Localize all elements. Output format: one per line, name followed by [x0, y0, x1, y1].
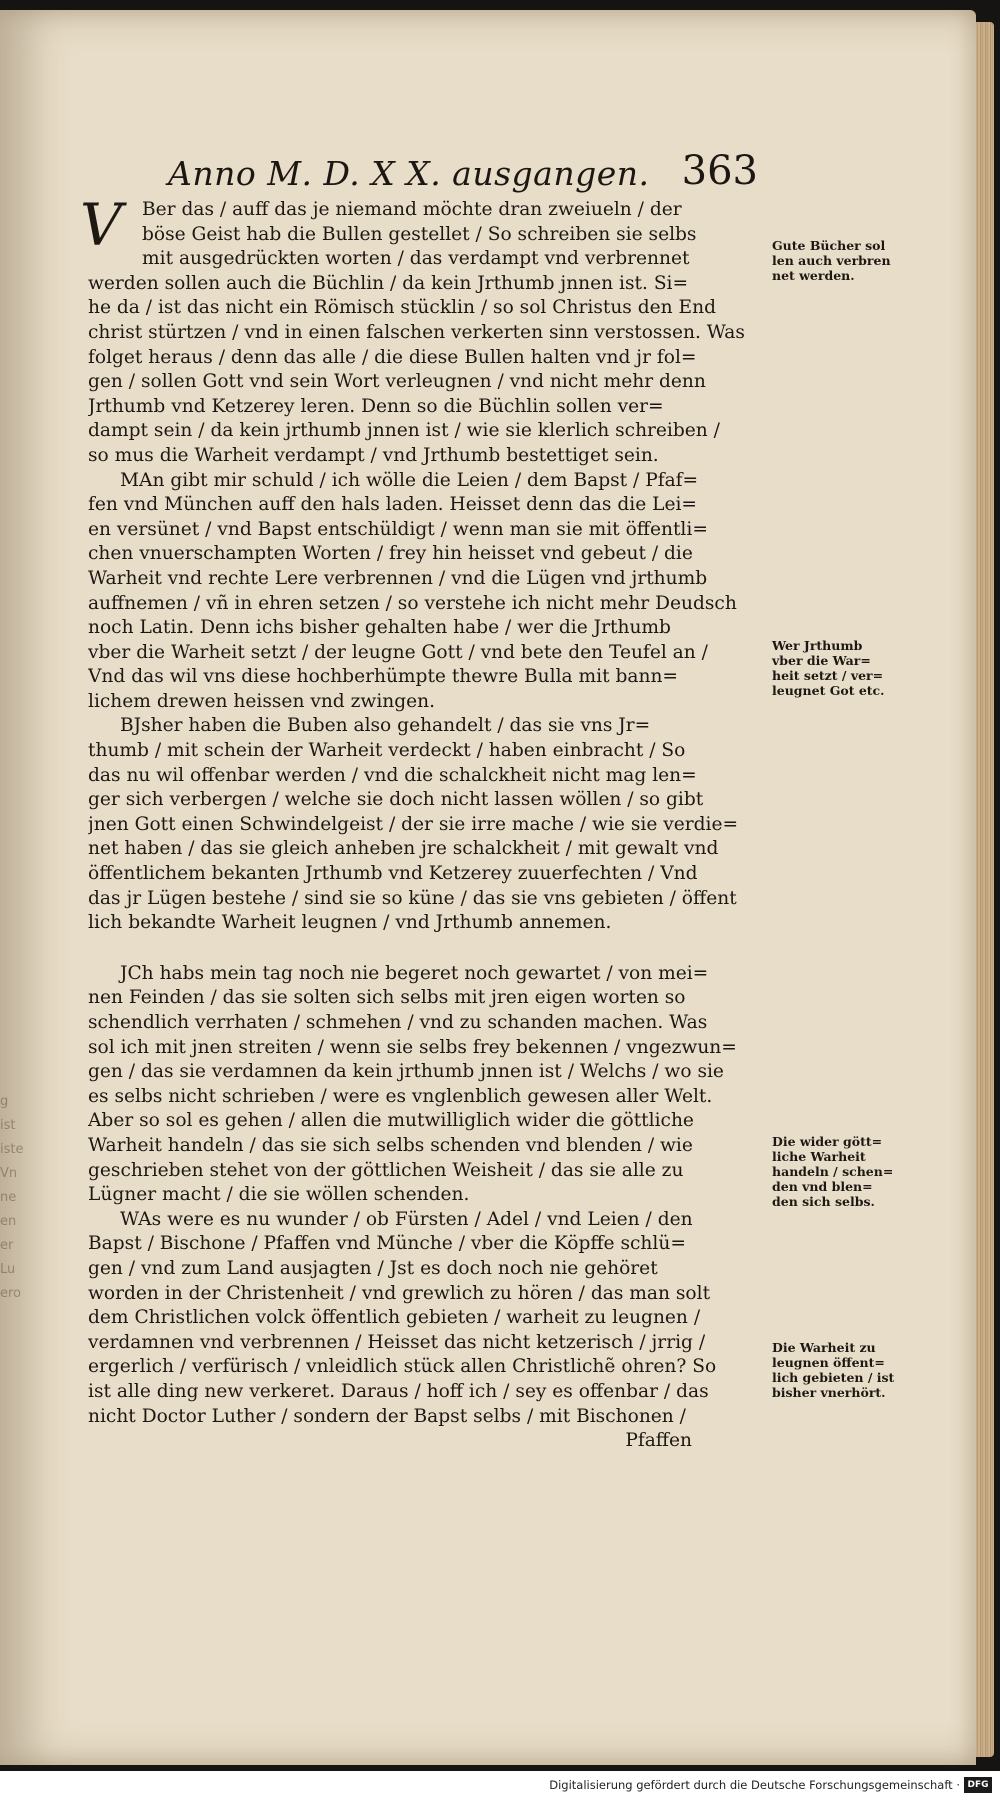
text-line: vber die Warheit setzt / der leugne Gott / vnd bete den Teufel an / — [88, 641, 708, 663]
running-header — [168, 148, 758, 200]
footer-bar — [0, 1771, 1000, 1801]
text-line: so mus die Warheit verdampt / vnd Jrthumb bestettiget sein. — [88, 444, 659, 466]
text-line: Jrthumb vnd Ketzerey leren. Denn so die Büchlin sollen ver= — [88, 395, 664, 417]
main-text-block — [80, 191, 764, 1454]
page-edge — [976, 22, 994, 1757]
text-line: he da / ist das nicht ein Römisch stücklin / so sol Christus den End — [88, 297, 717, 319]
text-line: auffnemen / vñ in ehren setzen / so verstehe ich nicht mehr Deudsch — [88, 592, 737, 614]
text-line: ist alle ding new verkeret. Daraus / hoff ich / sey es offenbar / das — [88, 1380, 709, 1402]
margin-note-line: Die Warheit zu — [772, 1340, 876, 1355]
margin-note-line: den sich selbs. — [772, 1194, 875, 1209]
bleed-fragment: ne — [0, 1190, 17, 1205]
margin-note — [772, 1340, 922, 1400]
margin-note-line: Gute Bücher sol — [772, 238, 886, 253]
text-line: en versünet / vnd Bapst entschüldigt / wenn man sie mit öffentli= — [88, 518, 708, 540]
bleed-fragment: ero — [0, 1286, 22, 1301]
drop-initial-ornament: V — [80, 191, 122, 259]
text-line: lichem drewen heissen vnd zwingen. — [88, 690, 436, 712]
bleed-fragment: iste — [0, 1142, 24, 1157]
text-line: geschrieben stehet von der göttlichen Weisheit / das sie alle zu — [88, 1159, 684, 1181]
text-line: dem Christlichen volck öffentlich gebieten / warheit zu leugnen / — [88, 1307, 701, 1329]
text-line: BJsher haben die Buben also gehandelt / das sie vns Jr= — [120, 715, 651, 737]
text-line: christ stürtzen / vnd in einen falschen verkerten sinn verstossen. Was — [88, 321, 745, 343]
text-line: Ber das / auff das je niemand möchte dran zweiueln / der — [142, 199, 682, 220]
margin-note-line: den vnd blen= — [772, 1179, 873, 1194]
text-line: MAn gibt mir schuld / ich wölle die Leien / dem Bapst / Pfaf= — [120, 469, 699, 491]
margin-note-line: leugnet Got etc. — [772, 683, 885, 698]
text-line: thumb / mit schein der Warheit verdeckt / haben einbracht / So — [88, 740, 686, 762]
text-line: es selbs nicht schrieben / were es vnglenblich gewesen aller Welt. — [88, 1085, 713, 1107]
margin-note-line: Wer Jrthumb — [772, 638, 863, 653]
bleed-fragment: g — [0, 1094, 9, 1109]
margin-note-line: lich gebieten / ist — [772, 1370, 895, 1385]
text-line: gen / sollen Gott vnd sein Wort verleugnen / vnd nicht mehr denn — [88, 371, 706, 393]
margin-note-line: leugnen öffent= — [772, 1355, 885, 1370]
text-line: Lügner macht / die sie wöllen schenden. — [88, 1184, 470, 1206]
text-line: jnen Gott einen Schwindelgeist / der sie irre mache / wie sie verdie= — [88, 813, 739, 835]
funding-credit: Digitalisierung gefördert durch die Deutsche Forschungsgemeinschaft · — [549, 1778, 960, 1792]
margin-note-line: len auch verbren — [772, 253, 891, 268]
text-line: JCh habs mein tag noch nie begeret noch gewartet / von mei= — [120, 962, 709, 984]
text-line: Pfaffen — [625, 1430, 692, 1452]
running-title: Anno M. D. X X. ausgangen. — [168, 154, 650, 193]
bleed-fragment: Vn — [0, 1166, 18, 1181]
margin-note-line: handeln / schen= — [772, 1164, 894, 1179]
bleed-fragment: en — [0, 1214, 17, 1229]
margin-note-line: heit setzt / ver= — [772, 668, 884, 683]
text-line: dampt sein / da kein jrthumb jnnen ist / wie sie klerlich schreiben / — [88, 420, 720, 442]
text-line: sol ich mit jnen streiten / wenn sie selbs frey bekennen / vngezwun= — [88, 1036, 737, 1058]
margin-note — [772, 638, 922, 698]
text-line: mit ausgedrückten worten / das verdampt vnd verbrennet — [142, 248, 690, 270]
text-line: net haben / das sie gleich anheben jre schalckheit / mit gewalt vnd — [88, 838, 719, 860]
text-line: verdamnen vnd verbrennen / Heisset das nicht ketzerisch / jrrig / — [88, 1331, 706, 1353]
text-line: nicht Doctor Luther / sondern der Bapst selbs / mit Bischonen / — [88, 1405, 686, 1427]
text-line: schendlich verrhaten / schmehen / vnd zu schanden machen. Was — [88, 1012, 708, 1033]
text-line: WAs were es nu wunder / ob Fürsten / Adel / vnd Leien / den — [120, 1208, 693, 1230]
text-line: noch Latin. Denn ichs bisher gehalten habe / wer die Jrthumb — [88, 617, 671, 639]
page-number: 363 — [681, 148, 758, 194]
text-line: nen Feinden / das sie solten sich selbs mit jren eigen worten so — [88, 987, 686, 1009]
text-line: ergerlich / verfürisch / vnleidlich stück allen Christlichẽ ohren? So — [88, 1356, 717, 1378]
text-line: Bapst / Bischone / Pfaffen vnd Münche / vber die Köpffe schlü= — [88, 1233, 686, 1255]
text-line: chen vnuerschampten Worten / frey hin heisset vnd gebeut / die — [88, 543, 693, 565]
paragraph-gap — [88, 936, 764, 962]
facing-page-bleed-text — [0, 1090, 34, 1570]
margin-note-line: vber die War= — [772, 653, 871, 668]
dfg-logo: DFG — [964, 1777, 992, 1793]
bleed-fragment: er — [0, 1238, 14, 1253]
text-line: das nu wil offenbar werden / vnd die schalckheit nicht mag len= — [88, 764, 697, 786]
text-line: fen vnd München auff den hals laden. Heisset denn das die Lei= — [88, 494, 697, 516]
text-line: öffentlichem bekanten Jrthumb vnd Ketzerey zuuerfechten / Vnd — [88, 863, 698, 885]
bleed-fragment: Lu — [0, 1262, 16, 1277]
bleed-fragment: ist — [0, 1118, 16, 1133]
text-line: Warheit handeln / das sie sich selbs schenden vnd blenden / wie — [88, 1134, 693, 1156]
text-line: lich bekandte Warheit leugnen / vnd Jrthumb annemen. — [88, 912, 612, 934]
margin-note-line: net werden. — [772, 268, 855, 283]
text-line: folget heraus / denn das alle / die diese Bullen halten vnd jr fol= — [88, 346, 697, 368]
margin-note-line: Die wider gött= — [772, 1134, 883, 1149]
margin-note — [772, 238, 922, 283]
text-line: werden sollen auch die Büchlin / da kein Jrthumb jnnen ist. Si= — [88, 272, 689, 294]
margin-note — [772, 1134, 922, 1209]
text-line: gen / das sie verdamnen da kein jrthumb jnnen ist / Welchs / wo sie — [88, 1061, 724, 1083]
text-line: ger sich verbergen / welche sie doch nicht lassen wöllen / so gibt — [88, 789, 704, 811]
margin-note-line: bisher vnerhört. — [772, 1385, 886, 1400]
text-line: böse Geist hab die Bullen gestellet / So schreiben sie selbs — [142, 223, 697, 245]
text-line: gen / vnd zum Land ausjagten / Jst es doch noch nie gehöret — [88, 1257, 658, 1279]
text-line: worden in der Christenheit / vnd grewlich zu hören / das man solt — [88, 1282, 711, 1304]
text-line: Warheit vnd rechte Lere verbrennen / vnd die Lügen vnd jrthumb — [88, 567, 708, 589]
text-line: das jr Lügen bestehe / sind sie so küne / das sie vns gebieten / öffent — [88, 887, 737, 909]
text-line: Vnd das wil vns diese hochberhümpte thewre Bulla mit bann= — [88, 666, 679, 688]
margin-note-line: liche Warheit — [772, 1149, 866, 1164]
text-line: Aber so sol es gehen / allen die mutwilliglich wider die göttliche — [88, 1110, 694, 1132]
